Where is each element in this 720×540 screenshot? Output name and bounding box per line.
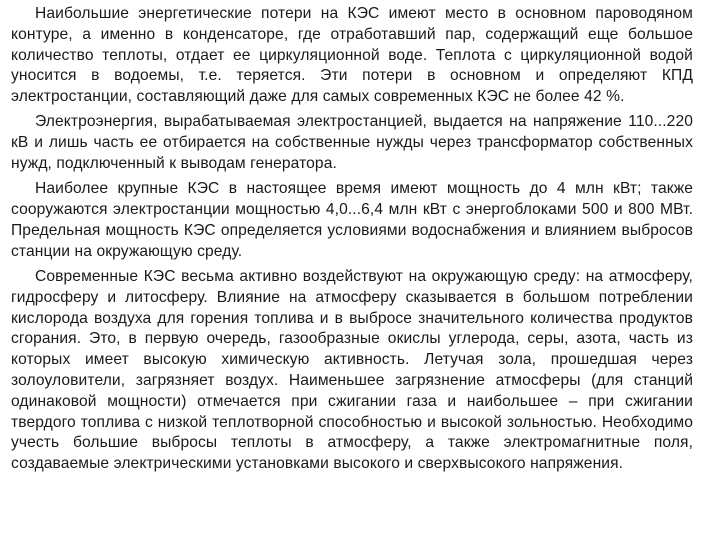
- paragraph-power-output: Электроэнергия, вырабатываемая электростанцией, выдается на напряжение 110...220 кВ и лишь часть ее отбирается на собственные нужды через трансформатор собственных нужд, подключенный к выводам генератора.: [11, 113, 693, 173]
- paragraph-energy-losses: Наибольшие энергетические потери на КЭС имеют место в основном пароводяном контуре, а именно в конденсаторе, где отработавший пар, содержащий еще большое количество теплоты, отдает ее циркуляционной воде. Теплота с циркуляционной водой уносится в водоемы, т.е. теряется. Эти потери в основном и определяют КПД электростанции, составляющий даже для самых современных КЭС не более 42 %.: [11, 5, 693, 106]
- paragraph-environmental-impact: Современные КЭС весьма активно воздействуют на окружающую среду: на атмосферу, гидросферу и литосферу. Влияние на атмосферу сказывается в большом потреблении кислорода воздуха для горения топлива и в выбросе значительного количества продуктов сгорания. Это, в первую очередь, газообразные окислы углерода, серы, азота, часть из которых имеет высокую химическую активность. Летучая зола, прошедшая через золоуловители, загрязняет воздух. Наименьшее загрязнение атмосферы (для станций одинаковой мощности) отмечается при сжигании газа и наибольшее – при сжигании твердого топлива с низкой теплотворной способностью и высокой зольностью. Необходимо учесть большие выбросы теплоты в атмосферу, а также электромагнитные поля, создаваемые электрическими установками высокого и сверхвысокого напряжения.: [11, 268, 693, 473]
- paragraph-plant-capacity: Наиболее крупные КЭС в настоящее время имеют мощность до 4 млн кВт; также сооружаются электростанции мощностью 4,0...6,4 млн кВт с энергоблоками 500 и 800 МВт. Предельная мощность КЭС определяется условиями водоснабжения и влиянием выбросов станции на окружающую среду.: [11, 180, 693, 260]
